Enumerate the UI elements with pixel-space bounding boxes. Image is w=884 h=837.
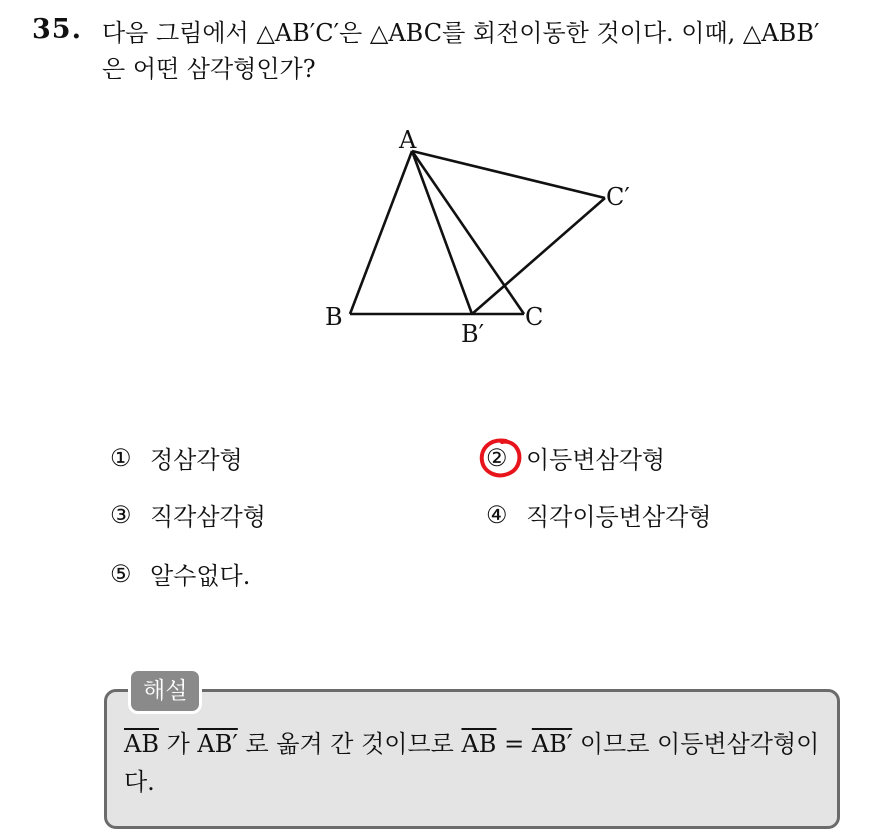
choice-3[interactable] [110,497,266,532]
segment-ab-overline: $\overline{AB}$ [461,730,497,758]
choice-3-text: 직각삼각형 [150,503,266,531]
equals-sign: = [496,730,532,758]
explanation-text [124,725,829,801]
triangle-diagram [300,118,640,358]
question-text-line1: 다음 그림에서 △AB′C′은 △ABC를 회전이동한 것이다. 이때, △ABB′ [102,19,820,47]
choice-1-number: ① [110,443,132,472]
label-B-prime: B′ [461,320,485,348]
choice-1[interactable] [110,440,243,475]
segment-ab-prime-overline: AB′ [531,730,573,758]
explanation-text-part: 이므로 이등변삼각형이다. [124,730,820,796]
choice-1-text: 정삼각형 [150,446,243,474]
choice-5-text: 알수없다. [150,562,251,590]
segment-AB-prime [412,151,472,314]
choice-4[interactable] [486,497,711,532]
question-text [102,15,872,87]
segment-ab-overline: $\overline{AB}$ [124,730,159,758]
segment-AB [350,151,412,314]
choice-5[interactable] [110,556,250,591]
choice-5-number: ⑤ [110,559,132,588]
label-C-prime: C′ [606,183,630,211]
label-C: C [525,303,544,331]
segment-B-prime-C-prime [472,198,605,314]
choice-2-number [486,444,526,472]
choice-2-number-glyph: ② [486,443,508,472]
explanation-tag: 해설 [128,668,202,714]
question-text-line2: 은 어떤 삼각형인가? [102,55,316,83]
segment-ab-prime-overline: AB′ [197,730,238,758]
label-A: A [399,126,417,154]
choice-4-text: 직각이등변삼각형 [526,503,712,531]
question-number: 35. [32,14,82,45]
choice-4-number: ④ [486,500,508,529]
choice-3-number: ③ [110,500,132,529]
triangle-figure [300,118,640,358]
explanation-text-part: 가 [158,730,198,758]
explanation-text-part: 로 옮겨 간 것이므로 [237,730,462,758]
choice-2-text: 이등변삼각형 [526,446,666,474]
label-B: B [325,303,343,331]
choice-2[interactable] [486,440,665,475]
